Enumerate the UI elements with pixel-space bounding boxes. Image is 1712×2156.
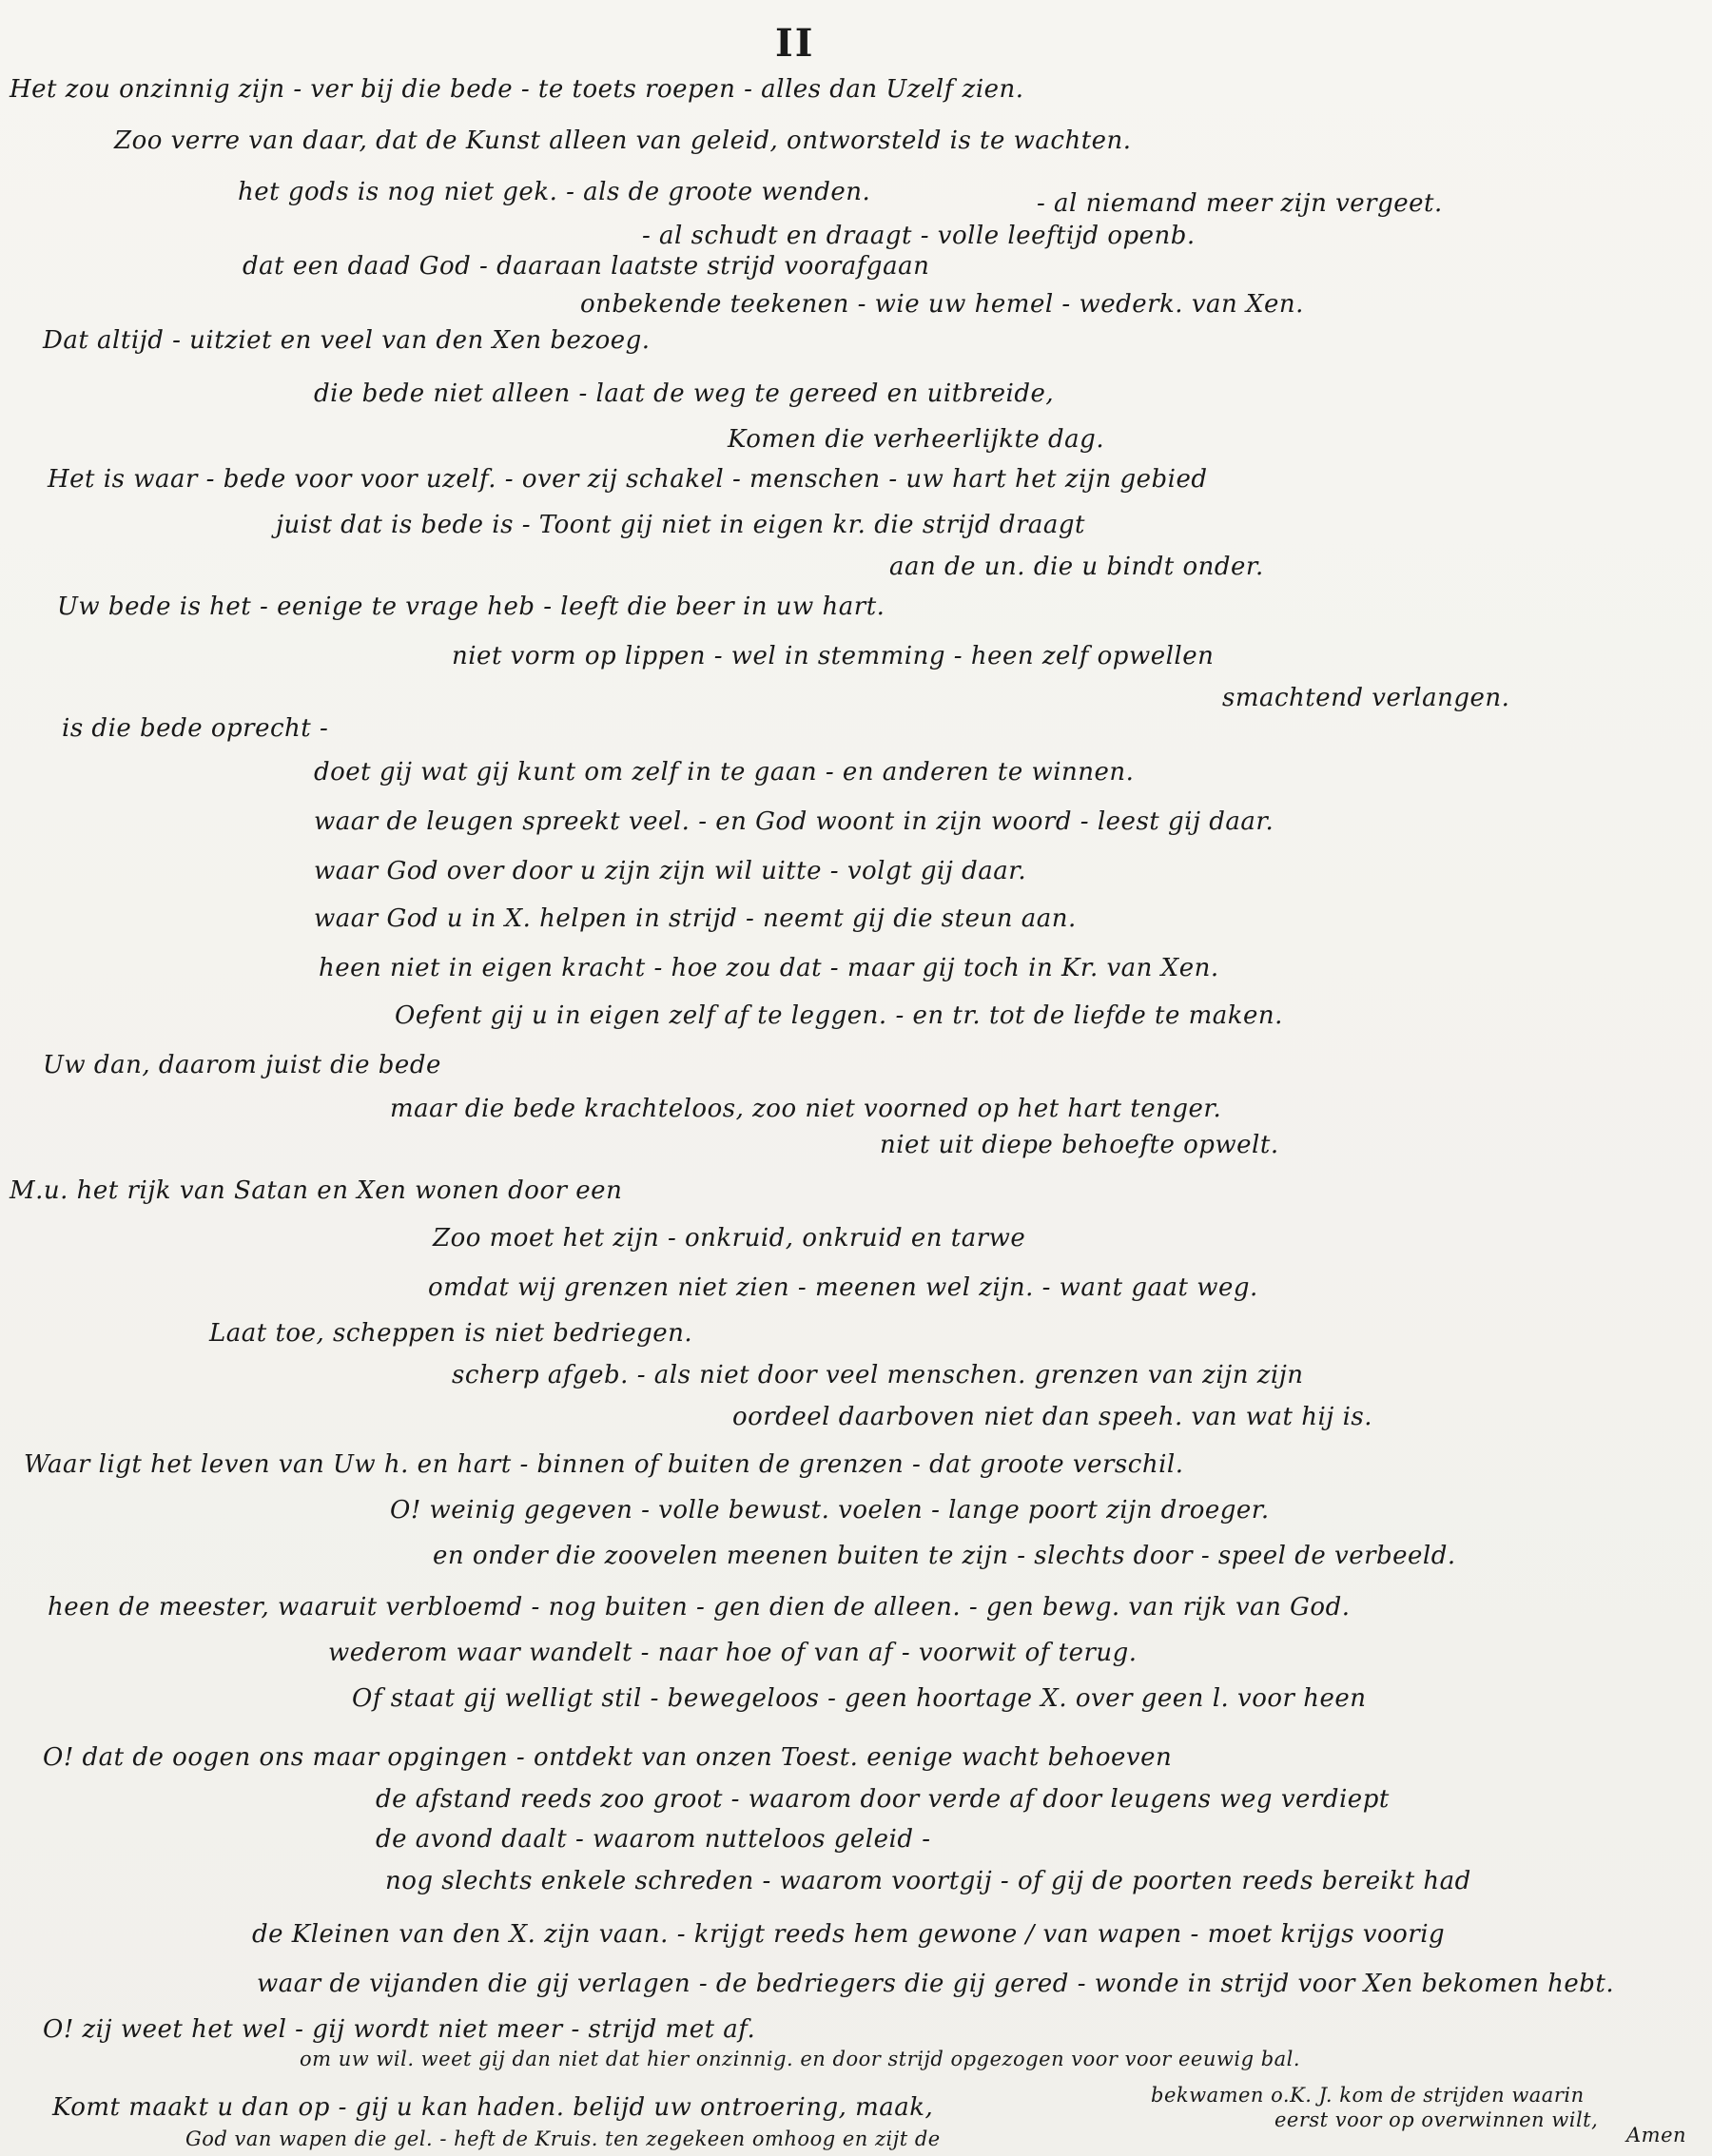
text-line: eerst voor op overwinnen wilt, <box>1274 2108 1599 2131</box>
text-line: is die bede oprecht - <box>62 714 329 743</box>
text-line: Amen <box>1626 2124 1687 2146</box>
text-line: Laat toe, scheppen is niet bedriegen. <box>209 1319 693 1348</box>
text-line: juist dat is bede is - Toont gij niet in eigen kr. die strijd draagt <box>276 511 1085 539</box>
text-line: Of staat gij welligt stil - bewegeloos - geen hoortage X. over geen l. voor heen <box>352 1684 1367 1713</box>
text-line: Het is waar - bede voor voor uzelf. - over zij schakel - menschen - uw hart het zijn gebied <box>48 465 1208 494</box>
text-line: de afstand reeds zoo groot - waarom door verde af door leugens weg verdiept <box>376 1785 1390 1814</box>
text-line: omdat wij grenzen niet zien - meenen wel zijn. - want gaat weg. <box>428 1273 1258 1302</box>
text-line: de avond daalt - waarom nutteloos geleid - <box>376 1825 931 1854</box>
text-line: waar God over door u zijn zijn wil uitte - volgt gij daar. <box>314 857 1027 885</box>
text-line: waar God u in X. helpen in strijd - neemt gij die steun aan. <box>314 904 1077 933</box>
text-line: O! weinig gegeven - volle bewust. voelen - lange poort zijn droeger. <box>390 1496 1270 1525</box>
text-line: heen de meester, waaruit verbloemd - nog buiten - gen dien de alleen. - gen bewg. van rijk van God. <box>48 1593 1351 1622</box>
text-line: dat een daad God - daaraan laatste strijd voorafgaan <box>243 252 930 281</box>
text-line: O! dat de oogen ons maar opgingen - ontdekt van onzen Toest. eenige wacht behoeven <box>43 1743 1173 1772</box>
text-line: bekwamen o.K. J. kom de strijden waarin <box>1151 2084 1585 2107</box>
text-line: O! zij weet het wel - gij wordt niet meer - strijd met af. <box>43 2015 756 2044</box>
text-line: Dat altijd - uitziet en veel van den Xen bezoeg. <box>43 326 651 355</box>
text-line: Zoo verre van daar, dat de Kunst alleen van geleid, ontworsteld is te wachten. <box>114 126 1132 155</box>
text-line: die bede niet alleen - laat de weg te gereed en uitbreide, <box>314 379 1055 408</box>
text-line: Komt maakt u dan op - gij u kan haden. belijd uw ontroering, maak, <box>52 2093 934 2122</box>
text-line: God van wapen die gel. - heft de Kruis. ten zegekeen omhoog en zijt de <box>185 2127 941 2150</box>
text-line: waar de leugen spreekt veel. - en God woont in zijn woord - leest gij daar. <box>314 807 1274 836</box>
text-line: heen niet in eigen kracht - hoe zou dat - maar gij toch in Kr. van Xen. <box>319 954 1219 982</box>
text-line: - al niemand meer zijn vergeet. <box>1037 189 1443 218</box>
text-line: waar de vijanden die gij verlagen - de bedriegers die gij gered - wonde in strijd voor Xen bekomen hebt. <box>257 1970 1615 1998</box>
text-line: om uw wil. weet gij dan niet dat hier onzinnig. en door strijd opgezogen voor voor eeuwig bal. <box>300 2048 1301 2070</box>
text-line: Komen die verheerlijkte dag. <box>728 425 1105 454</box>
text-line: onbekende teekenen - wie uw hemel - wederk. van Xen. <box>580 290 1304 319</box>
text-line: Zoo moet het zijn - onkruid, onkruid en tarwe <box>433 1224 1026 1253</box>
text-line: niet uit diepe behoefte opwelt. <box>880 1131 1279 1159</box>
text-line: doet gij wat gij kunt om zelf in te gaan - en anderen te winnen. <box>314 758 1135 787</box>
text-line: Oefent gij u in eigen zelf af te leggen. - en tr. tot de liefde te maken. <box>395 1001 1283 1030</box>
text-line: de Kleinen van den X. zijn vaan. - krijgt reeds hem gewone / van wapen - moet krijgs voorig <box>252 1920 1446 1949</box>
text-line: aan de un. die u bindt onder. <box>889 553 1264 581</box>
text-line: wederom waar wandelt - naar hoe of van af - voorwit of terug. <box>328 1639 1138 1667</box>
text-line: scherp afgeb. - als niet door veel menschen. grenzen van zijn zijn <box>452 1361 1304 1389</box>
page-number: II <box>775 21 815 66</box>
text-line: Het zou onzinnig zijn - ver bij die bede - te toets roepen - alles dan Uzelf zien. <box>10 75 1024 104</box>
text-line: oordeel daarboven niet dan speeh. van wat hij is. <box>732 1403 1373 1431</box>
text-line: maar die bede krachteloos, zoo niet voorned op het hart tenger. <box>390 1095 1222 1123</box>
text-line: - al schudt en draagt - volle leeftijd openb. <box>642 222 1196 250</box>
text-line: smachtend verlangen. <box>1222 684 1510 712</box>
text-line: Uw dan, daarom juist die bede <box>43 1051 441 1079</box>
text-line: niet vorm op lippen - wel in stemming - heen zelf opwellen <box>452 642 1215 670</box>
text-line: Uw bede is het - eenige te vrage heb - leeft die beer in uw hart. <box>57 592 885 621</box>
text-line: Waar ligt het leven van Uw h. en hart - binnen of buiten de grenzen - dat groote verschil. <box>24 1450 1184 1479</box>
text-line: nog slechts enkele schreden - waarom voortgij - of gij de poorten reeds bereikt had <box>385 1867 1471 1895</box>
text-line: M.u. het rijk van Satan en Xen wonen door een <box>10 1176 623 1205</box>
text-line: het gods is nog niet gek. - als de groote wenden. <box>238 178 871 206</box>
text-line: en onder die zoovelen meenen buiten te zijn - slechts door - speel de verbeeld. <box>433 1542 1456 1570</box>
